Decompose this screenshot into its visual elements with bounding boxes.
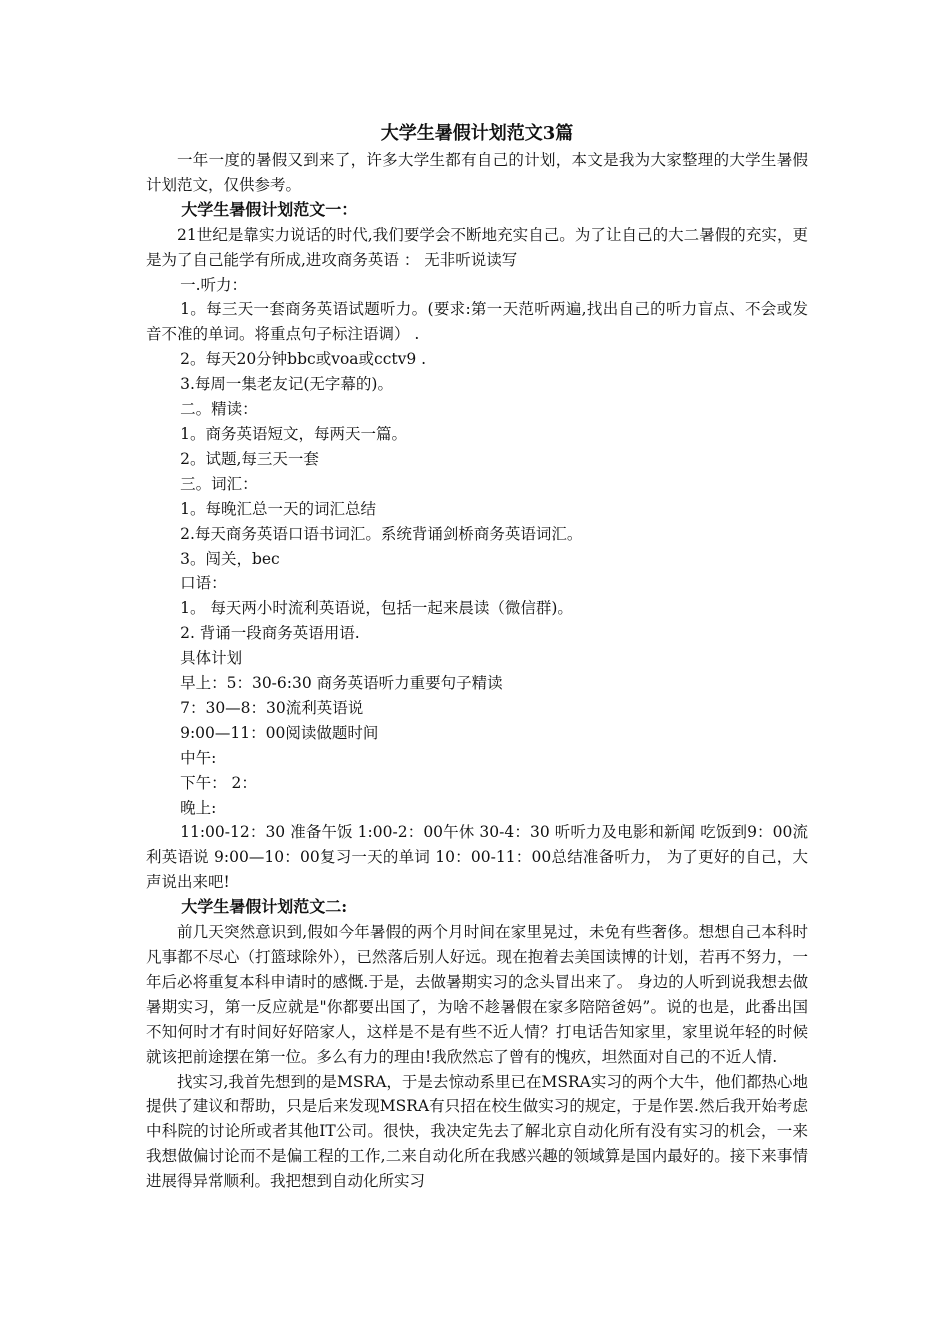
- plan-line: 中午:: [180, 748, 217, 767]
- plan-line: 2.每天商务英语口语书词汇。系统背诵剑桥商务英语词汇。: [180, 524, 583, 543]
- section1-schedule: 11:00-12：30 准备午饭 1:00-2：00午休 30-4：30 听听力及电影和新闻 吃饭到9：00流利英语说 9:00—10：00复习一天的单词 10：00-11：00总结准备听力， 为了更好的自己，大声说出来吧!: [146, 823, 808, 892]
- section1-plan-lines: [146, 273, 808, 821]
- plan-line: 晚上:: [180, 798, 217, 817]
- plan-line: 具体计划: [180, 649, 243, 668]
- section2-paragraph-1: 前几天突然意识到,假如今年暑假的两个月时间在家里晃过，未免有些奢侈。想想自己本科时凡事都不尽心（打篮球除外），已然落后别人好远。现在抱着去美国读博的计划，若再不努力，一年后必将重复本科申请时的感慨.于是，去做暑期实习的念头冒出来了。 身边的人听到说我想去做暑期实习，第一反应就是"你都要出国了，为啥不趁暑假在家多陪陪爸妈”。说的也是，此番出国不知何时才有时间好好陪家人，这样是不是有些不近人情？打电话告知家里，家里说年轻的时候就该把前途摆在第一位。多么有力的理由!我欣然忘了曾有的愧疚，坦然面对自己的不近人情.: [146, 923, 808, 1066]
- section2-paragraph-2: 找实习,我首先想到的是MSRA，于是去惊动系里已在MSRA实习的两个大牛，他们都热心地提供了建议和帮助，只是后来发现MSRA有只招在校生做实习的规定，于是作罢.然后我开始考虑中科院的讨论所或者其他IT公司。很快，我决定先去了解北京自动化所有没有实习的机会，一来我想做偏讨论而不是偏工程的工作,二来自动化所在我感兴趣的领域算是国内最好的。接下来事情进展得异常顺利。我把想到自动化所实习: [146, 1072, 808, 1191]
- plan-line: 三。词汇：: [180, 474, 258, 493]
- section1-heading: 大学生暑假计划范文一：: [181, 199, 358, 219]
- plan-line: 口语：: [180, 574, 227, 593]
- plan-line: 早上：5：30-6:30 商务英语听力重要句子精读: [180, 674, 503, 693]
- section2-heading: 大学生暑假计划范文二:: [181, 897, 348, 917]
- plan-line: 二。精读：: [180, 400, 258, 419]
- plan-line: 1。每三天一套商务英语试题听力。(要求:第一天范听两遍,找出自己的听力盲点、不会或发音不准的单词。将重点句子标注语调） .: [146, 300, 808, 344]
- plan-line: 7：30—8：30流利英语说: [180, 698, 364, 717]
- plan-line: 2。每天20分钟bbc或voa或cctv9 .: [180, 350, 427, 369]
- document-title: 大学生暑假计划范文3篇: [380, 123, 574, 144]
- plan-line: 3.每周一集老友记(无字幕的)。: [180, 375, 393, 394]
- plan-line: 一.听力：: [180, 275, 248, 294]
- plan-line: 2。试题,每三天一套: [180, 449, 319, 468]
- document-page: [146, 120, 808, 1194]
- plan-line: 3。闯关，bec: [180, 549, 280, 568]
- plan-line: 下午： 2：: [180, 773, 257, 792]
- plan-line: 2. 背诵一段商务英语用语.: [180, 624, 360, 643]
- plan-line: 1。 每天两小时流利英语说，包括一起来晨读（微信群)。: [180, 599, 573, 618]
- plan-line: 9:00—11：00阅读做题时间: [180, 723, 379, 742]
- plan-line: 1。商务英语短文，每两天一篇。: [180, 424, 407, 443]
- plan-line: 1。每晚汇总一天的词汇总结: [180, 499, 376, 518]
- intro-paragraph: 一年一度的暑假又到来了，许多大学生都有自己的计划，本文是我为大家整理的大学生暑假计划范文，仅供参考。: [146, 151, 808, 194]
- section1-lead: 21世纪是靠实力说话的时代,我们要学会不断地充实自己。为了让自己的大二暑假的充实，更是为了自己能学有所成,进攻商务英语 ： 无非听说读写: [146, 225, 808, 269]
